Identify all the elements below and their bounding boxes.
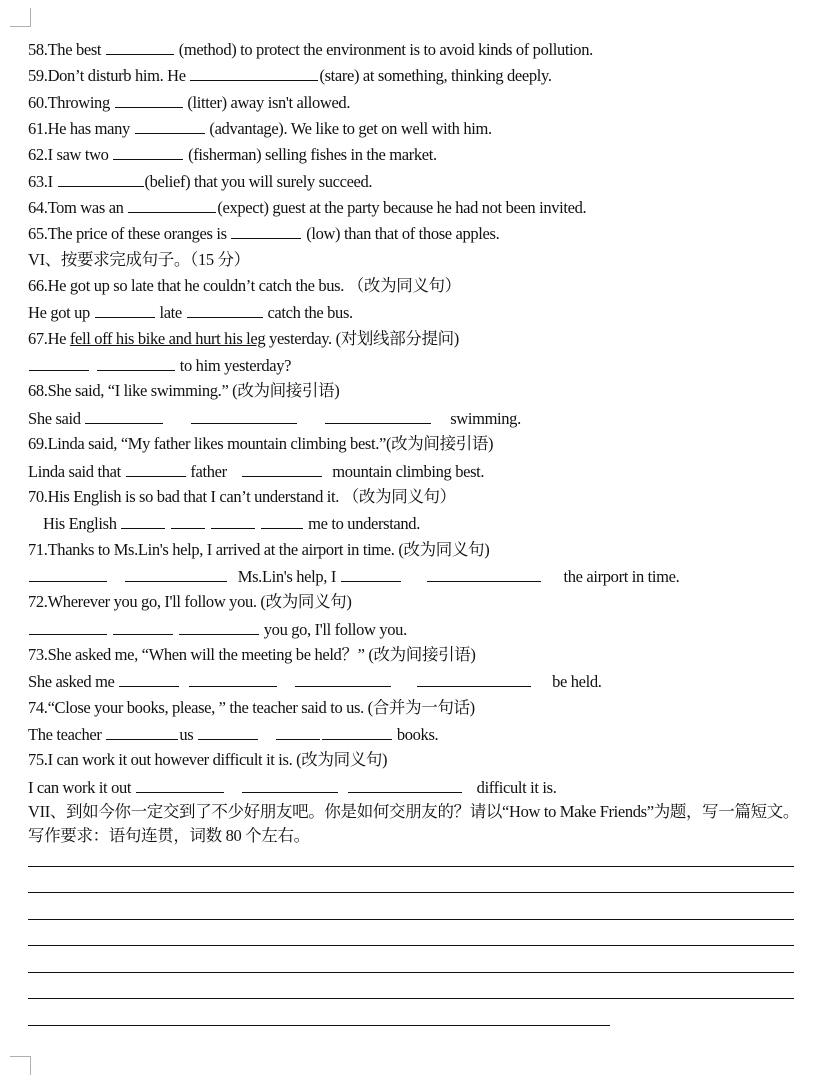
section-7-writing-prompt: VII、到如今你一定交到了不少好朋友吧。你是如何交朋友的？请以“How to Make Friends”为题，写一篇短文。写作要求：语句连贯，词数 80 个左右。 xyxy=(28,801,800,845)
sentence-73-answer: She asked me be held. xyxy=(28,668,808,694)
answer-blank[interactable] xyxy=(95,299,155,318)
question-60: 60.Throwing (litter) away isn't allowed. xyxy=(28,89,808,115)
answer-blank[interactable] xyxy=(136,774,224,793)
page-corner-mark-bottom xyxy=(10,1056,31,1075)
writing-line[interactable] xyxy=(28,998,794,999)
answer-blank[interactable] xyxy=(191,405,297,424)
answer-blank[interactable] xyxy=(119,668,179,687)
answer-blank[interactable] xyxy=(128,194,216,213)
question-62: 62.I saw two (fisherman) selling fishes in the market. xyxy=(28,141,808,167)
question-65: 65.The price of these oranges is (low) than that of those apples. xyxy=(28,220,808,246)
sentence-74-answer: The teacher us books. xyxy=(28,721,808,747)
section-6-heading: VI、按要求完成句子。（15 分） xyxy=(28,249,250,269)
answer-blank[interactable] xyxy=(417,668,531,687)
answer-blank[interactable] xyxy=(190,62,318,81)
sentence-75-prompt: 75.I can work it out however difficult it is. (改为同义句) xyxy=(28,750,388,770)
question-64: 64.Tom was an (expect) guest at the party because he had not been invited. xyxy=(28,194,808,220)
answer-blank[interactable] xyxy=(179,616,259,635)
sentence-69-answer: Linda said that father mountain climbing best. xyxy=(28,458,808,484)
answer-blank[interactable] xyxy=(348,774,462,793)
sentence-67-prompt: 67.He fell off his bike and hurt his leg yesterday. (对划线部分提问) xyxy=(28,328,459,348)
sentence-66-answer: He got up late catch the bus. xyxy=(28,299,808,325)
sentence-71-prompt: 71.Thanks to Ms.Lin's help, I arrived at the airport in time. (改为同义句) xyxy=(28,539,490,559)
sentence-69-prompt: 69.Linda said, “My father likes mountain climbing best.”(改为间接引语) xyxy=(28,434,494,454)
sentence-67-answer: to him yesterday? xyxy=(28,352,808,378)
answer-blank[interactable] xyxy=(121,510,165,529)
answer-blank[interactable] xyxy=(198,721,258,740)
sentence-72-prompt: 72.Wherever you go, I'll follow you. (改为同义句) xyxy=(28,592,352,612)
sentence-72-answer: you go, I'll follow you. xyxy=(28,616,808,642)
sentence-66-prompt: 66.He got up so late that he couldn’t catch the bus. （改为同义句） xyxy=(28,276,461,296)
answer-blank[interactable] xyxy=(261,510,303,529)
answer-blank[interactable] xyxy=(58,168,144,187)
answer-blank[interactable] xyxy=(106,721,178,740)
writing-line[interactable] xyxy=(28,919,794,920)
sentence-70-prompt: 70.His English is so bad that I can’t understand it. （改为同义句） xyxy=(28,486,456,506)
answer-blank[interactable] xyxy=(113,616,173,635)
answer-blank[interactable] xyxy=(341,563,401,582)
answer-blank[interactable] xyxy=(325,405,431,424)
answer-blank[interactable] xyxy=(29,616,107,635)
answer-blank[interactable] xyxy=(187,299,263,318)
worksheet-page xyxy=(28,36,808,848)
answer-blank[interactable] xyxy=(126,458,186,477)
answer-blank[interactable] xyxy=(295,668,391,687)
answer-blank[interactable] xyxy=(322,721,392,740)
answer-blank[interactable] xyxy=(189,668,277,687)
page-corner-mark-top xyxy=(10,8,31,27)
sentence-71-answer: Ms.Lin's help, I the airport in time. xyxy=(28,563,808,589)
answer-blank[interactable] xyxy=(171,510,205,529)
question-58: 58.The best (method) to protect the environment is to avoid kinds of pollution. xyxy=(28,36,808,62)
answer-blank[interactable] xyxy=(113,141,183,160)
answer-blank[interactable] xyxy=(115,89,183,108)
writing-line[interactable] xyxy=(28,892,794,893)
question-63: 63.I (belief) that you will surely succeed. xyxy=(28,168,808,194)
sentence-74-prompt: 74.“Close your books, please, ” the teacher said to us. (合并为一句话) xyxy=(28,697,475,717)
answer-blank[interactable] xyxy=(125,563,227,582)
sentence-75-answer: I can work it out difficult it is. xyxy=(28,774,808,800)
answer-blank[interactable] xyxy=(211,510,255,529)
underlined-phrase: fell off his bike and hurt his leg xyxy=(69,328,266,348)
answer-blank[interactable] xyxy=(85,405,163,424)
writing-line[interactable] xyxy=(28,972,794,973)
writing-line[interactable] xyxy=(28,1025,610,1026)
answer-blank[interactable] xyxy=(242,458,322,477)
answer-blank[interactable] xyxy=(29,352,89,371)
answer-blank[interactable] xyxy=(242,774,338,793)
answer-blank[interactable] xyxy=(106,36,174,55)
answer-blank[interactable] xyxy=(276,721,320,740)
sentence-70-answer: His English me to understand. xyxy=(28,510,808,536)
sentence-68-prompt: 68.She said, “I like swimming.” (改为间接引语) xyxy=(28,381,340,401)
sentence-73-prompt: 73.She asked me, “When will the meeting be held？” (改为间接引语) xyxy=(28,644,476,664)
answer-blank[interactable] xyxy=(427,563,541,582)
sentence-68-answer: She said swimming. xyxy=(28,405,808,431)
question-59: 59.Don’t disturb him. He (stare) at something, thinking deeply. xyxy=(28,62,808,88)
answer-blank[interactable] xyxy=(135,115,205,134)
answer-blank[interactable] xyxy=(29,563,107,582)
writing-line[interactable] xyxy=(28,866,794,867)
question-61: 61.He has many (advantage). We like to get on well with him. xyxy=(28,115,808,141)
answer-blank[interactable] xyxy=(97,352,175,371)
writing-line[interactable] xyxy=(28,945,794,946)
answer-blank[interactable] xyxy=(231,220,301,239)
